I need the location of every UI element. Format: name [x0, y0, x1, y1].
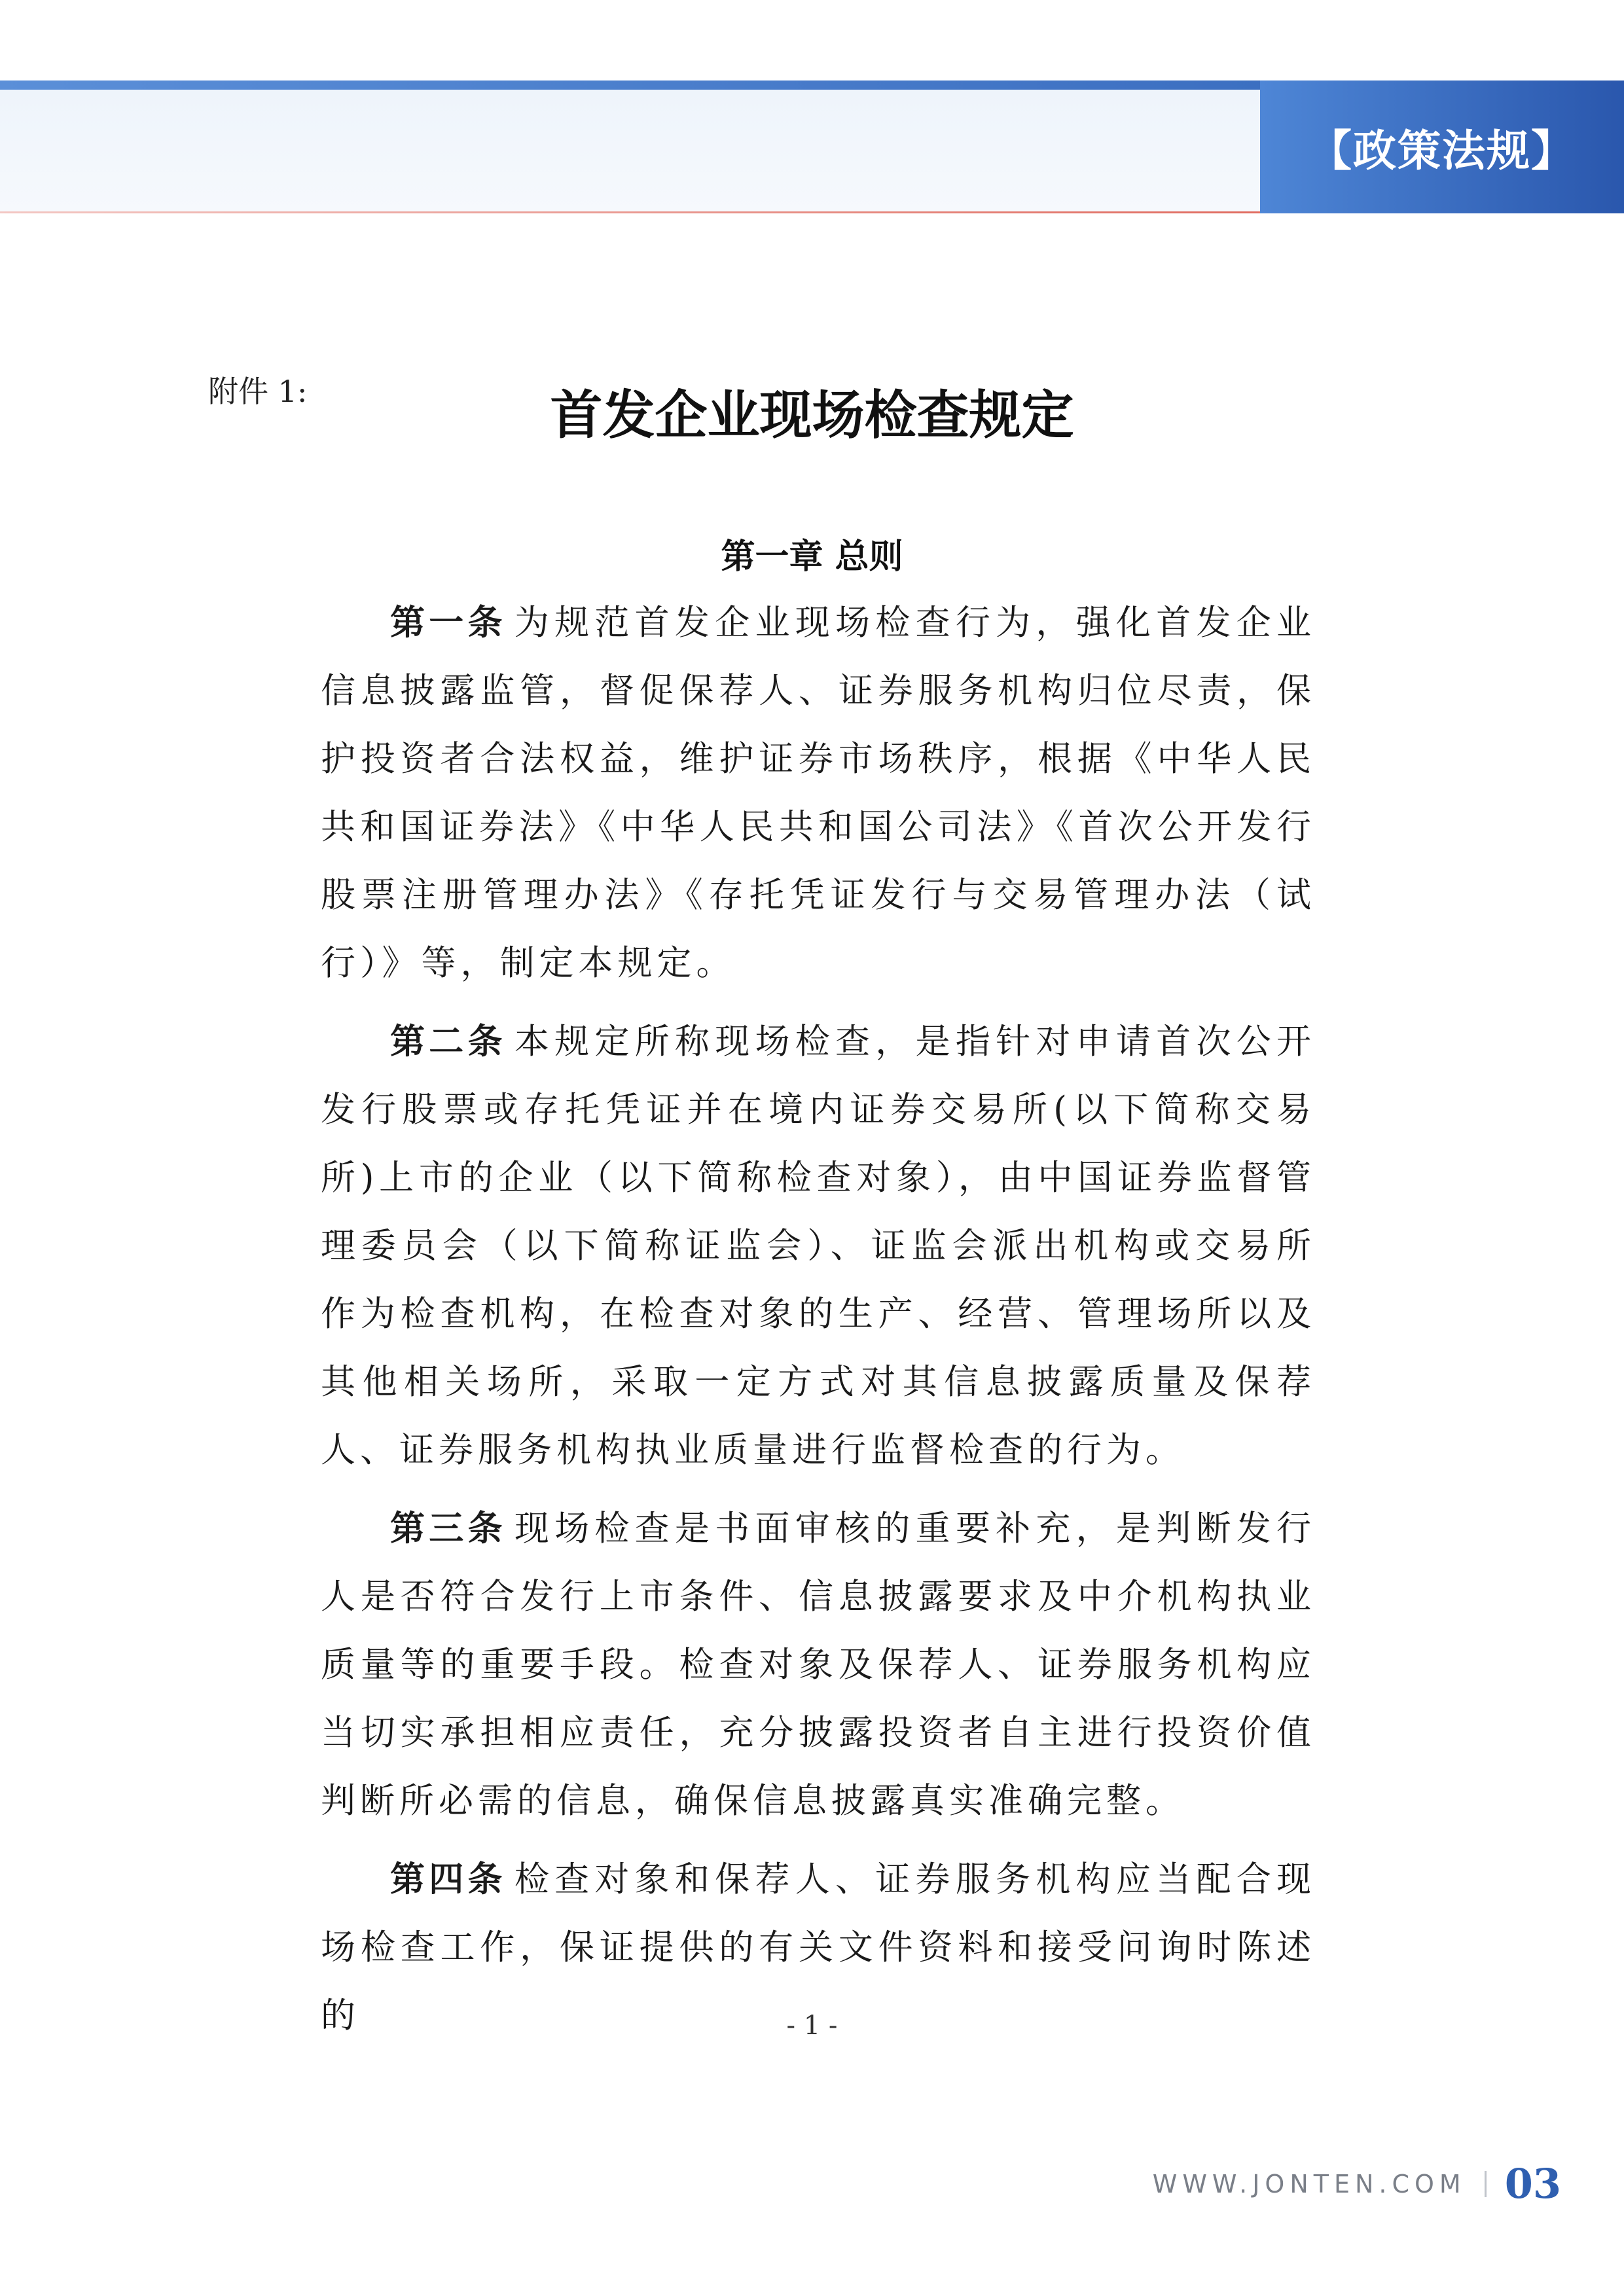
article-number: 第一条 — [390, 603, 507, 643]
document-title: 首发企业现场检查规定 — [550, 384, 1074, 446]
article-number: 第四条 — [390, 1859, 507, 1899]
chapter-heading: 第一章 总则 — [721, 537, 903, 577]
website-url: WWW.JONTEN.COM — [1152, 2169, 1466, 2198]
header-top-line — [0, 81, 1260, 90]
article-paragraph — [321, 1495, 1316, 1835]
inner-page-number: - 1 - — [786, 2011, 838, 2041]
document-body — [321, 589, 1316, 2060]
article-text: 检查对象和保荐人、证券服务机构应当配合现场检查工作，保证提供的有关文件资料和接受问询时陈述的 — [321, 1859, 1316, 2036]
attachment-label: 附件 1: — [208, 374, 308, 409]
article-text: 现场检查是书面审核的重要补充，是判断发行人是否符合发行上市条件、信息披露要求及中介机构执业质量等的重要手段。检查对象及保荐人、证券服务机构应当切实承担相应责任，充分披露投资者自主进行投资价值判断所必需的信息，确保信息披露真实准确完整。 — [321, 1509, 1316, 1821]
article-number: 第三条 — [390, 1509, 507, 1549]
article-text: 为规范首发企业现场检查行为，强化首发企业信息披露监管，督促保荐人、证券服务机构归位尽责，保护投资者合法权益，维护证券市场秩序，根据《中华人民共和国证券法》《中华人民共和国公司法》《首次公开发行股票注册管理办法》《存托凭证发行与交易管理办法（试行）》等，制定本规定。 — [321, 603, 1316, 983]
article-paragraph — [321, 1008, 1316, 1484]
footer-divider — [1485, 2171, 1487, 2197]
article-text: 本规定所称现场检查，是指针对申请首次公开发行股票或存托凭证并在境内证券交易所(以下简称交易所)上市的企业（以下简称检查对象），由中国证券监督管理委员会（以下简称证监会）、证监会派出机构或交易所作为检查机构，在检查对象的生产、经营、管理场所以及其他相关场所，采取一定方式对其信息披露质量及保荐人、证券服务机构执业质量进行监督检查的行为。 — [321, 1022, 1316, 1470]
header-accent-line — [0, 211, 1260, 213]
section-label: 【政策法规】 — [1308, 126, 1576, 176]
article-paragraph — [321, 589, 1316, 997]
article-number: 第二条 — [390, 1022, 507, 1062]
header-section-tab — [1260, 81, 1624, 213]
header-band — [0, 90, 1260, 211]
page-footer — [1153, 2160, 1561, 2208]
footer-page-number: 03 — [1504, 2160, 1561, 2208]
